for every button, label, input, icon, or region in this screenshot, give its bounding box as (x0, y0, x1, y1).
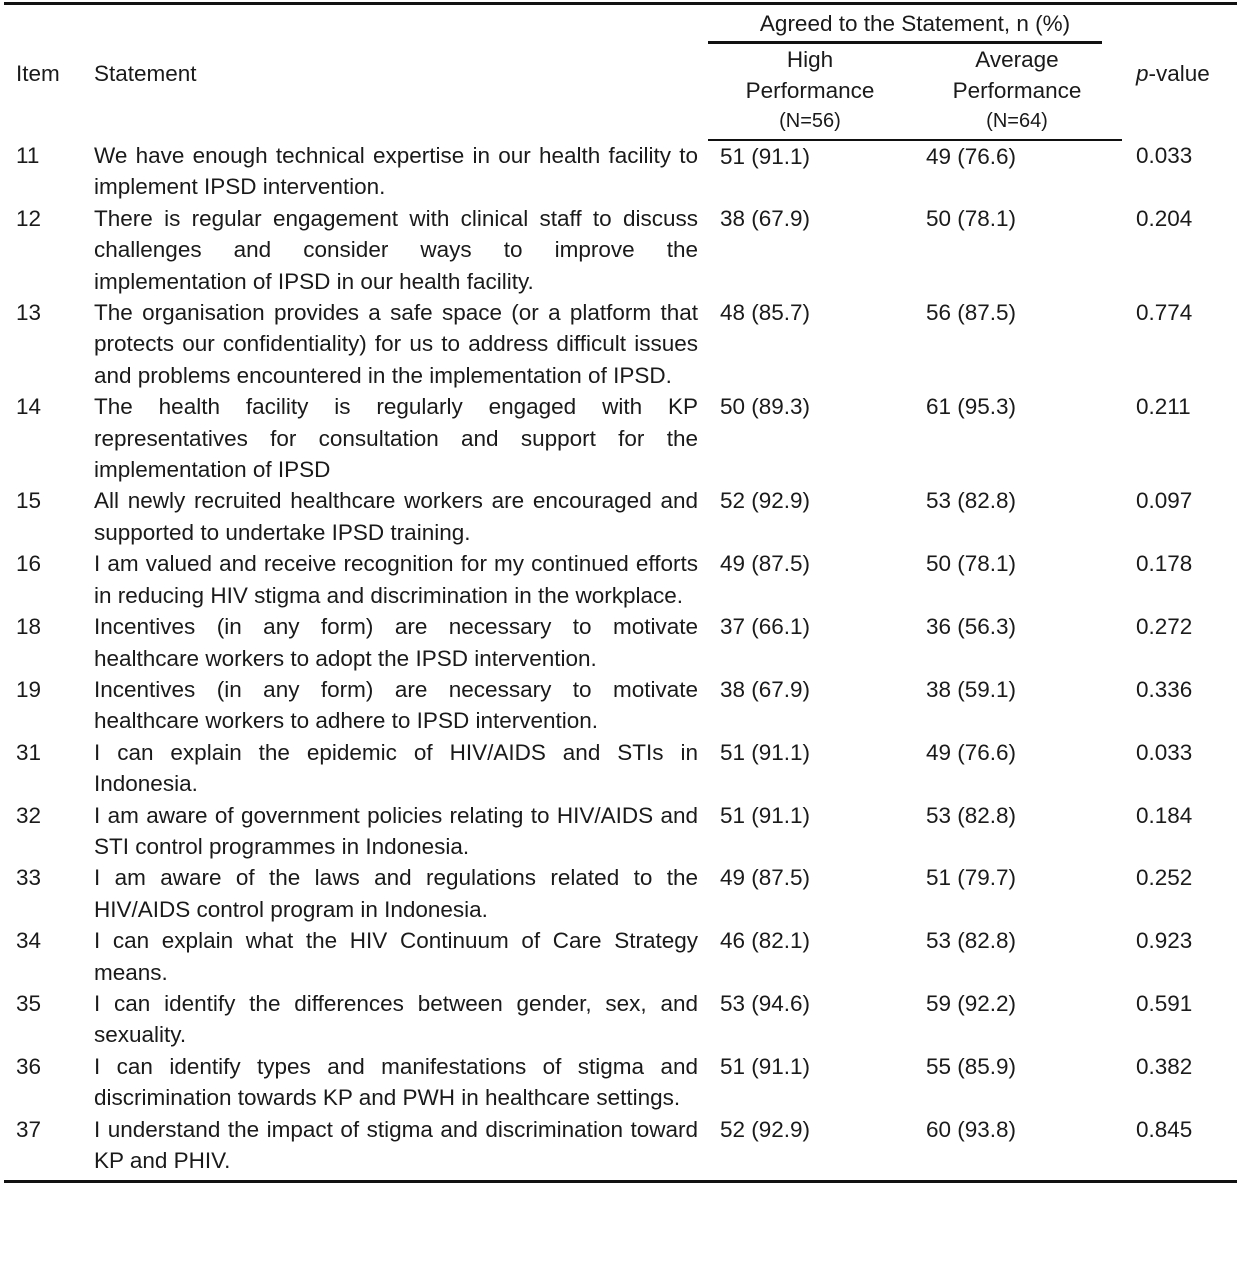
high-performance-value: 52 (92.9) (708, 1114, 912, 1182)
average-performance-value: 36 (56.3) (926, 614, 1017, 640)
average-performance-value: 53 (82.8) (926, 928, 1017, 954)
item-number: 11 (16, 143, 40, 168)
statement-text: I can identify the differences between gender, sex, and sexuality. (94, 990, 698, 1048)
statement-text: I am aware of the laws and regulations related to the HIV/AIDS control program in Indonesia. (94, 865, 698, 922)
table-row (4, 297, 1237, 391)
p-value: 0.033 (1136, 739, 1193, 765)
item-number: 32 (16, 802, 42, 828)
average-performance-value: 61 (95.3) (926, 394, 1017, 420)
high-performance-value: 52 (92.9) (720, 488, 811, 514)
p-value: 0.845 (1122, 1114, 1237, 1182)
average-performance-value: 53 (82.8) (926, 802, 1017, 828)
average-performance-value: 56 (87.5) (926, 300, 1017, 326)
item-number: 19 (16, 676, 42, 702)
average-performance-value: 51 (79.7) (926, 865, 1017, 891)
high-performance-value: 51 (91.1) (720, 802, 811, 828)
table-row (4, 548, 1237, 611)
p-value: 0.336 (1136, 676, 1193, 702)
p-value: 0.382 (1136, 1053, 1193, 1079)
p-value: 0.774 (1136, 300, 1193, 326)
average-performance-value: 55 (85.9) (926, 1053, 1017, 1079)
item-column-header: Item (4, 4, 92, 141)
high-performance-value: 50 (89.3) (720, 394, 811, 420)
p-value-suffix: -value (1148, 61, 1210, 87)
table-row (4, 862, 1237, 925)
high-performance-value: 53 (94.6) (720, 990, 811, 1016)
statement-text: I am aware of government policies relating to HIV/AIDS and STI control programmes in Indonesia. (94, 802, 698, 859)
table-row (4, 140, 1237, 203)
average-performance-value: 59 (92.2) (926, 990, 1017, 1016)
p-value-italic-p: p (1136, 61, 1149, 87)
high-performance-header (708, 44, 912, 140)
average-performance-value: 50 (78.1) (926, 205, 1017, 231)
item-number: 33 (16, 865, 42, 891)
statement-text: Incentives (in any form) are necessary to motivate healthcare workers to adhere to IPSD intervention. (94, 676, 698, 734)
high-header-line1: High (786, 47, 834, 72)
item-number: 16 (16, 551, 42, 577)
high-performance-value: 51 (91.1) (720, 1053, 811, 1079)
high-performance-value: 51 (91.1) (720, 144, 811, 169)
p-value: 0.204 (1136, 205, 1193, 231)
average-performance-value: 49 (76.6) (926, 144, 1017, 169)
table-row (4, 1114, 1237, 1182)
statement-text: All newly recruited healthcare workers are encouraged and supported to undertake IPSD training. (94, 488, 698, 545)
p-value: 0.184 (1136, 802, 1193, 828)
p-value: 0.591 (1136, 990, 1193, 1016)
high-performance-value: 51 (91.1) (720, 739, 811, 765)
p-value: 0.097 (1136, 488, 1193, 514)
item-number: 37 (4, 1114, 92, 1182)
table-row (4, 485, 1237, 548)
table-row (4, 737, 1237, 800)
table-row (4, 674, 1237, 737)
average-performance-value: 38 (59.1) (926, 676, 1017, 702)
survey-results-table-container (4, 0, 1237, 1183)
table-row (4, 1051, 1237, 1114)
high-performance-value: 49 (87.5) (720, 551, 811, 577)
item-number: 13 (16, 300, 42, 326)
p-value: 0.211 (1136, 394, 1191, 420)
item-number: 15 (16, 488, 42, 514)
high-performance-value: 37 (66.1) (720, 614, 811, 640)
item-number: 31 (16, 739, 42, 765)
average-performance-value: 50 (78.1) (926, 551, 1017, 577)
statement-text: I can identify types and manifestations of stigma and discrimination towards KP and PWH in healthcare settings. (94, 1053, 698, 1111)
table-row (4, 203, 1237, 297)
item-number: 35 (16, 990, 42, 1016)
p-value: 0.923 (1136, 928, 1193, 954)
agreed-group-label: Agreed to the Statement, n (%) (759, 11, 1071, 36)
avg-header-n: (N=64) (986, 110, 1048, 132)
table-body (4, 140, 1237, 1182)
statement-text: The organisation provides a safe space (or a platform that protects our confidentiality) for us to address difficult issues and problems encountered in the implementation of IPSD. (94, 300, 698, 388)
average-performance-value: 53 (82.8) (926, 488, 1017, 514)
p-value: 0.178 (1136, 551, 1193, 577)
item-number: 12 (16, 205, 42, 231)
average-performance-value: 60 (93.8) (912, 1114, 1122, 1182)
statement-text: We have enough technical expertise in our health facility to implement IPSD intervention. (94, 143, 698, 200)
table-row (4, 925, 1237, 988)
statement-text: There is regular engagement with clinical staff to discuss challenges and consider ways to improve the implementation of IPSD in our health facility. (94, 205, 698, 294)
avg-header-line1: Average (975, 47, 1059, 72)
high-performance-value: 38 (67.9) (720, 676, 811, 702)
statement-text: The health facility is regularly engaged with KP representatives for consultation and support for the implementation of IPSD (94, 394, 698, 483)
item-number: 14 (16, 394, 42, 420)
survey-results-table (4, 2, 1237, 1183)
statement-text: I can explain what the HIV Continuum of Care Strategy means. (94, 928, 698, 985)
high-performance-value: 46 (82.1) (720, 928, 811, 954)
item-number: 18 (16, 614, 42, 640)
p-value: 0.033 (1136, 143, 1193, 168)
table-row (4, 391, 1237, 485)
average-performance-value: 49 (76.6) (926, 739, 1017, 765)
statement-text: I can explain the epidemic of HIV/AIDS and STIs in Indonesia. (94, 739, 698, 797)
p-value-column-header (1122, 4, 1237, 141)
high-header-n: (N=56) (779, 110, 841, 132)
agreed-group-header (708, 4, 1122, 45)
p-value: 0.252 (1136, 865, 1193, 891)
average-performance-header (912, 44, 1122, 140)
statement-text: I am valued and receive recognition for my continued efforts in reducing HIV stigma and discrimination in the workplace. (94, 551, 698, 608)
p-value: 0.272 (1136, 614, 1193, 640)
high-header-line2: Performance (745, 78, 875, 103)
high-performance-value: 48 (85.7) (720, 300, 811, 326)
statement-text: I understand the impact of stigma and discrimination toward KP and PHIV. (92, 1114, 708, 1182)
table-row (4, 611, 1237, 674)
high-performance-value: 38 (67.9) (720, 205, 811, 231)
table-row (4, 800, 1237, 863)
high-performance-value: 49 (87.5) (720, 865, 811, 891)
avg-header-line2: Performance (952, 78, 1082, 103)
item-number: 34 (16, 928, 42, 954)
statement-column-header: Statement (92, 4, 708, 141)
table-row (4, 988, 1237, 1051)
statement-text: Incentives (in any form) are necessary to motivate healthcare workers to adopt the IPSD intervention. (94, 614, 698, 671)
item-number: 36 (16, 1053, 42, 1079)
table-header (4, 4, 1237, 141)
